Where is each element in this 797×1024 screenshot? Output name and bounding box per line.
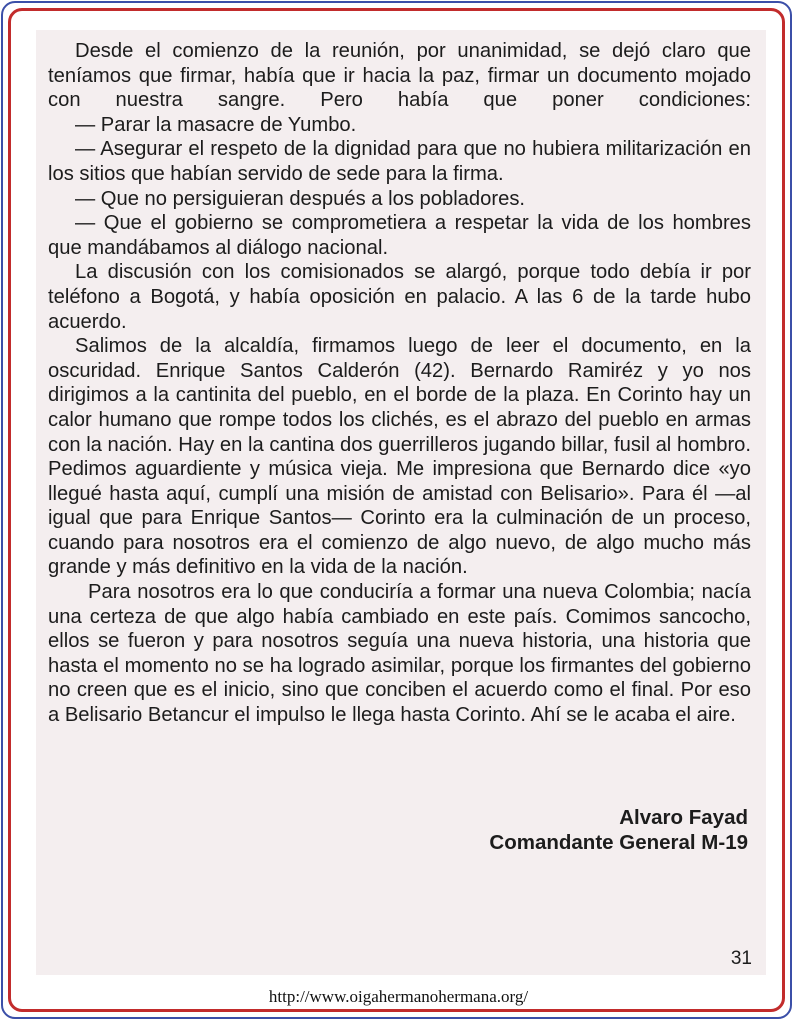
- list-item-dignity: — Asegurar el respeto de la dignidad para que no hubiera militarización en los sitios que habían servido de sede para la firma.: [48, 138, 751, 185]
- source-url: http://www.oigahermanohermana.org/: [268, 987, 529, 1006]
- paragraph-opening: Desde el comienzo de la reunión, por unanimidad, se dejó claro que teníamos que firmar, había que ir hacia la paz, firmar un documento mojado con nuestra sangre. Pero había que poner condiciones:: [48, 40, 751, 112]
- signature-block: [489, 805, 748, 855]
- list-item-yumbo: — Parar la masacre de Yumbo.: [75, 113, 357, 136]
- list-item-government: — Que el gobierno se comprometiera a respetar la vida de los hombres que mandábamos al diálogo nacional.: [48, 212, 751, 259]
- list-item-pobladores: — Que no persiguieran después a los pobladores.: [75, 187, 526, 210]
- article-body: [48, 39, 751, 728]
- paragraph-alcaldia: Salimos de la alcaldía, firmamos luego de leer el documento, en la oscuridad. Enrique Santos Calderón (42). Bernardo Ramiréz y yo nos dirigimos a la cantinita del pueblo, en el borde de la plaza. En Corinto hay un calor humano que rompe todos los clichés, es el abrazo del pueblo en armas con la nación. Hay en la cantina dos guerrilleros jugando billar, fusil al hombro. Pedimos aguardiente y música vieja. Me impresiona que Bernardo dice «yo llegué hasta aquí, cumplí una misión de amistad con Belisario». Para él —al igual que para Enrique Santos— Corinto era la culminación de un proceso, cuando para nosotros era el comienzo de algo nuevo, de algo mucho más grande y más definitivo en la vida de la nación.: [48, 335, 751, 579]
- page-number: 31: [730, 948, 752, 969]
- paragraph-discussion: La discusión con los comisionados se alargó, porque todo debía ir por teléfono a Bogotá, y había oposición en palacio. A las 6 de la tarde hubo acuerdo.: [48, 261, 751, 333]
- scanned-page: [36, 30, 766, 975]
- author-name: Alvaro Fayad: [619, 806, 748, 829]
- paragraph-new-colombia: Para nosotros era lo que conduciría a formar una nueva Colombia; nacía una certeza de que algo había cambiado en este país. Comimos sancocho, ellos se fueron y para nosotros seguía una nueva historia, una historia que hasta el momento no se ha logrado asimilar, porque los firmantes del gobierno no creen que es el inicio, sino que conciben el acuerdo como el final. Por eso a Belisario Betancur el impulso le llega hasta Corinto. Ahí se le acaba el aire.: [48, 581, 751, 727]
- author-title: Comandante General M-19: [489, 831, 748, 854]
